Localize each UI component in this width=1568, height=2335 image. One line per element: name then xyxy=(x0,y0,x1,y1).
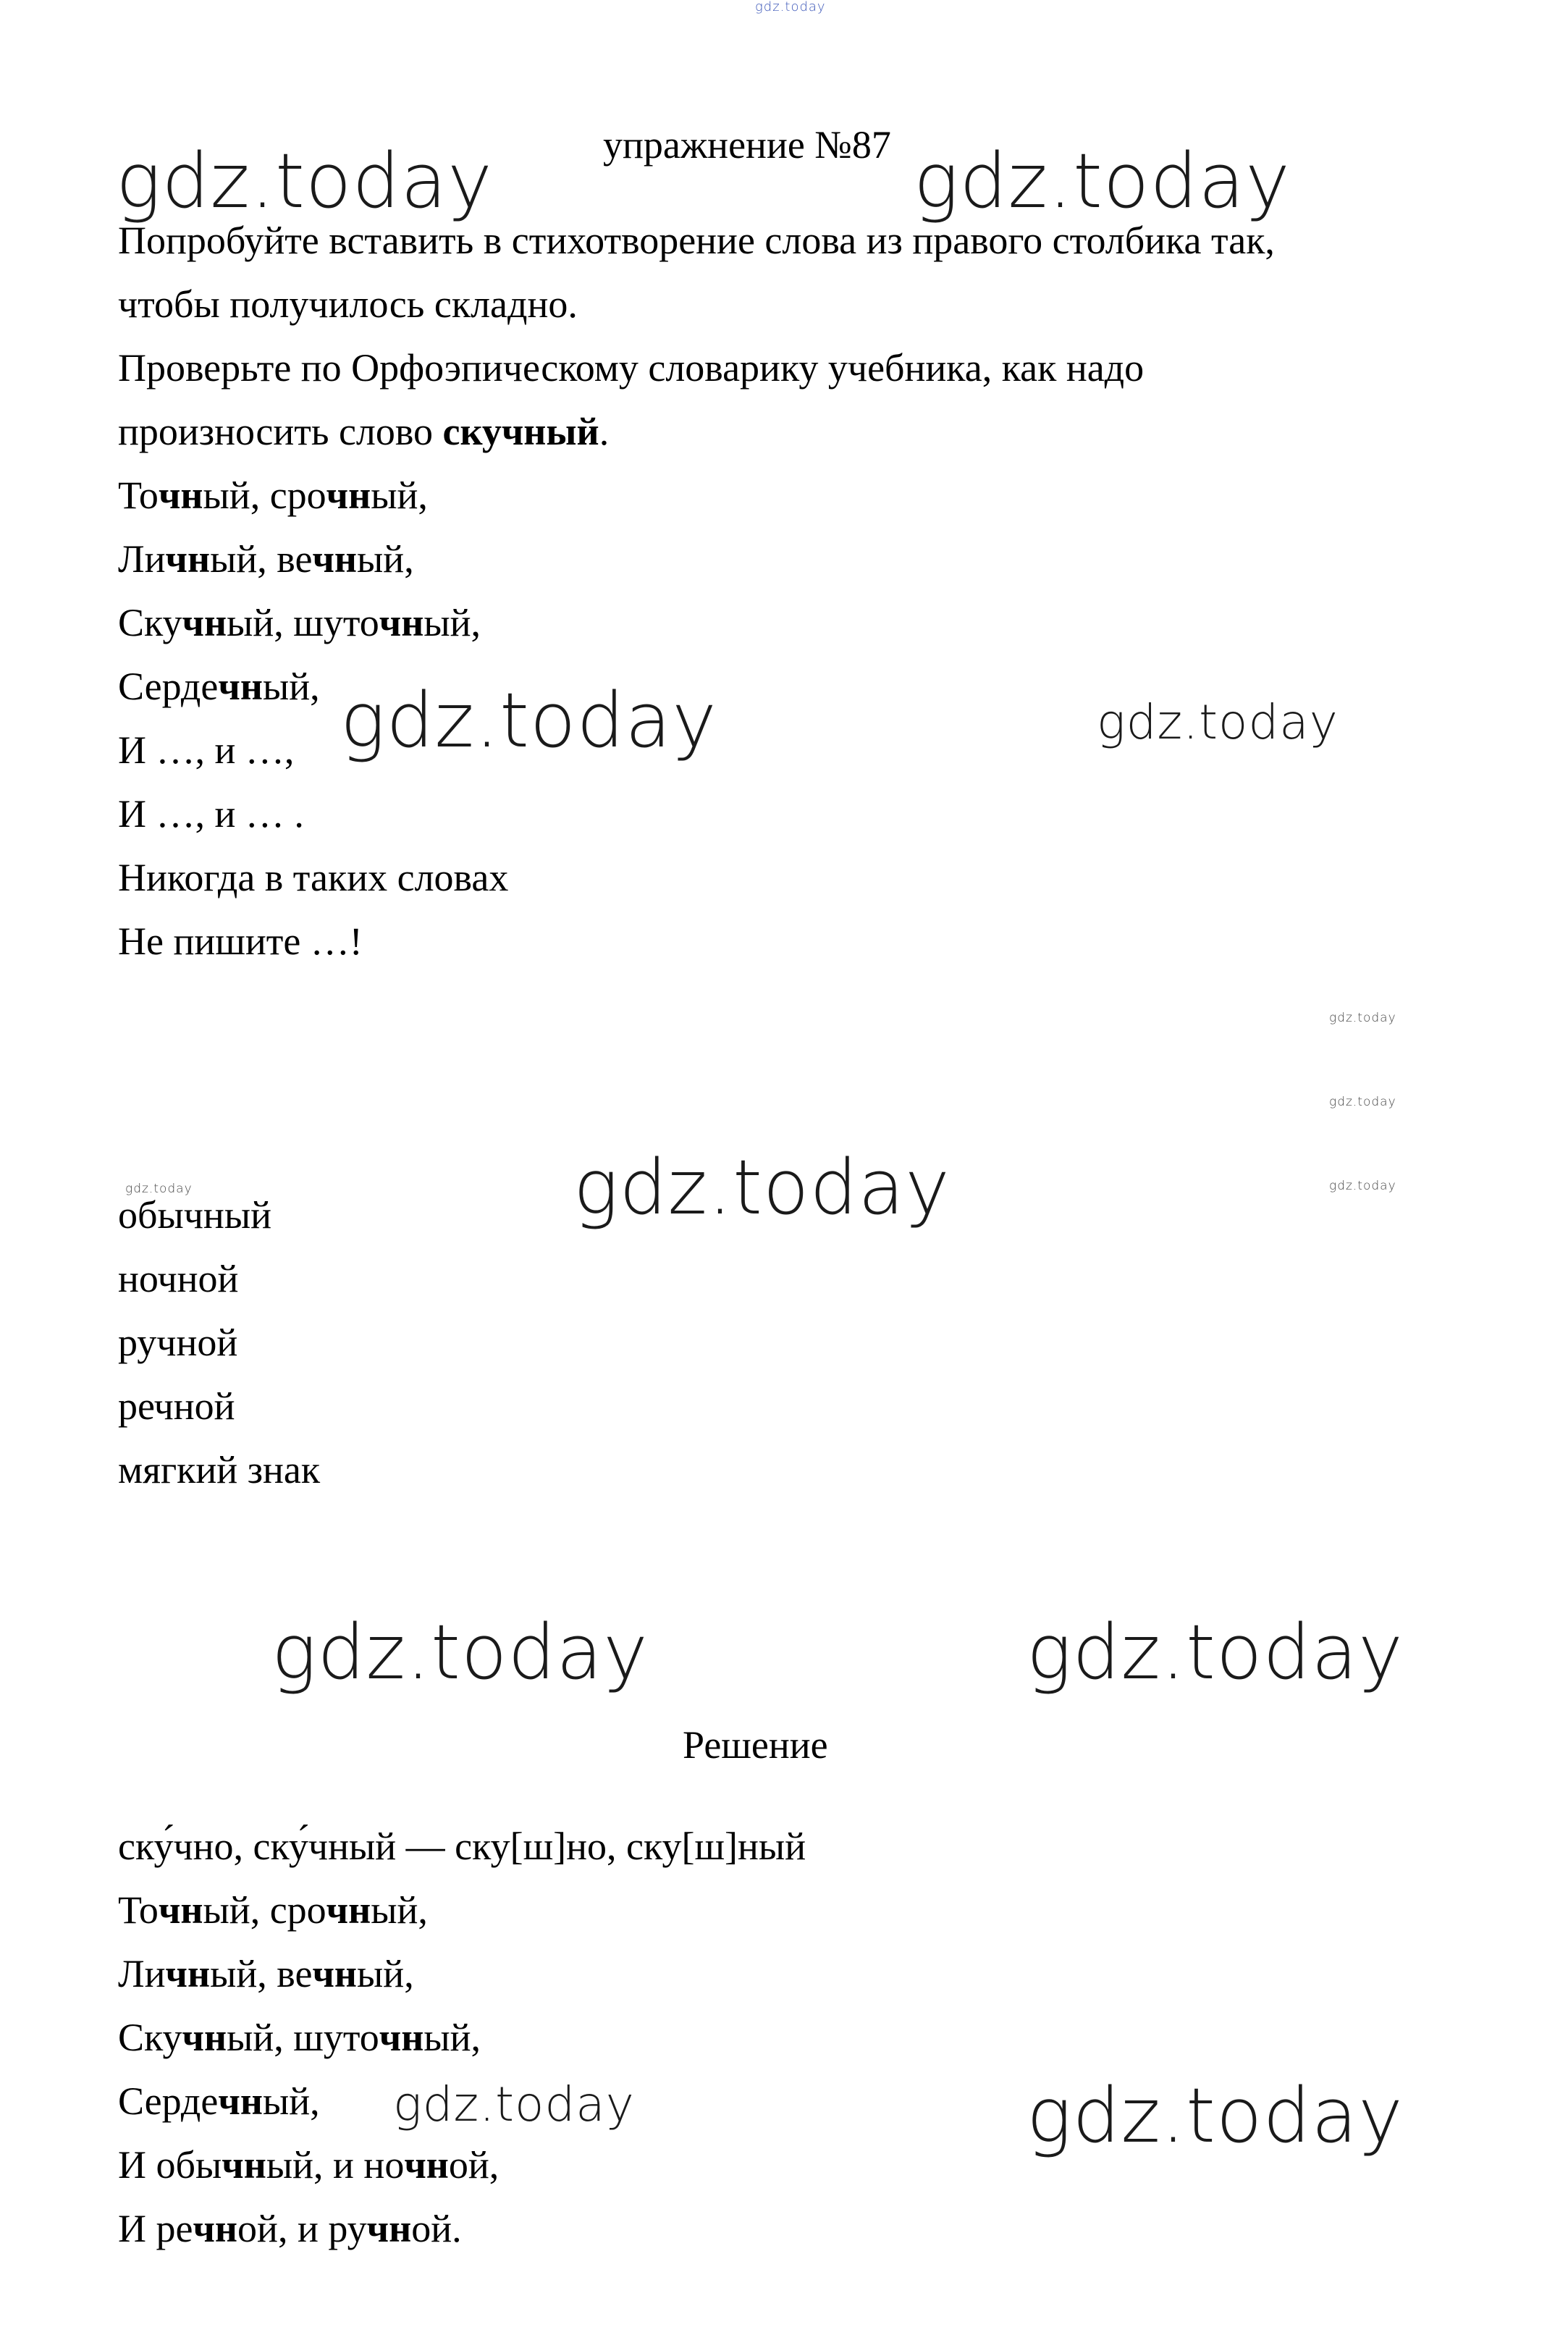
task-line-2: чтобы получилось складно. xyxy=(118,282,578,326)
word-item: ручной xyxy=(118,1321,238,1364)
watermark-small: gdz.today xyxy=(125,1182,193,1196)
watermark: gdz.today xyxy=(1027,2071,1404,2160)
watermark: gdz.today xyxy=(1027,1608,1404,1696)
poem-line-8: Не пишите …! xyxy=(118,920,363,963)
poem-line-4: Сердечный, xyxy=(118,665,320,708)
bold-word: скучный xyxy=(442,410,599,453)
poem-line-7: Никогда в таких словах xyxy=(118,856,509,899)
solution-line-6: И речной, и ручной. xyxy=(118,2207,462,2250)
poem-line-2: Личный, вечный, xyxy=(118,537,414,581)
poem-line-5: И …, и …, xyxy=(118,728,295,772)
watermark: gdz.today xyxy=(573,1143,951,1232)
watermark: gdz.today xyxy=(116,137,493,225)
watermark-small: gdz.today xyxy=(1329,1011,1396,1025)
pronunciation-line: ску́чно, ску́чный — ску[ш]но, ску[ш]ный xyxy=(118,1825,806,1868)
solution-line-2: Личный, вечный, xyxy=(118,1952,414,1995)
word-item: мягкий знак xyxy=(118,1448,321,1492)
task-line-4 xyxy=(118,408,609,455)
watermark-top: gdz.today xyxy=(755,0,826,14)
word-item: обычный xyxy=(118,1193,271,1237)
watermark: gdz.today xyxy=(393,2077,635,2132)
solution-heading: Решение xyxy=(683,1723,828,1767)
watermark: gdz.today xyxy=(1097,694,1339,750)
task-line-1: Попробуйте вставить в стихотворение слова из правого столбика так, xyxy=(118,219,1275,262)
poem-line-1: Точный, срочный, xyxy=(118,474,428,517)
watermark: gdz.today xyxy=(271,1608,649,1696)
watermark: gdz.today xyxy=(914,137,1291,225)
task-text: . xyxy=(599,410,610,453)
watermark-small: gdz.today xyxy=(1329,1179,1396,1193)
word-item: речной xyxy=(118,1384,235,1428)
solution-line-5: И обычный, и ночной, xyxy=(118,2143,500,2187)
exercise-title: упражнение №87 xyxy=(603,123,891,167)
solution-line-3: Скучный, шуточный, xyxy=(118,2016,481,2059)
task-text: произносить слово xyxy=(118,410,443,453)
poem-line-3: Скучный, шуточный, xyxy=(118,601,481,644)
solution-line-1: Точный, срочный, xyxy=(118,1888,428,1932)
word-item: ночной xyxy=(118,1257,239,1300)
task-line-3: Проверьте по Орфоэпическому словарику учебника, как надо xyxy=(118,346,1145,390)
solution-line-4: Сердечный, xyxy=(118,2079,320,2123)
watermark-small: gdz.today xyxy=(1329,1095,1396,1109)
poem-line-6: И …, и … . xyxy=(118,792,304,836)
watermark: gdz.today xyxy=(340,676,717,765)
